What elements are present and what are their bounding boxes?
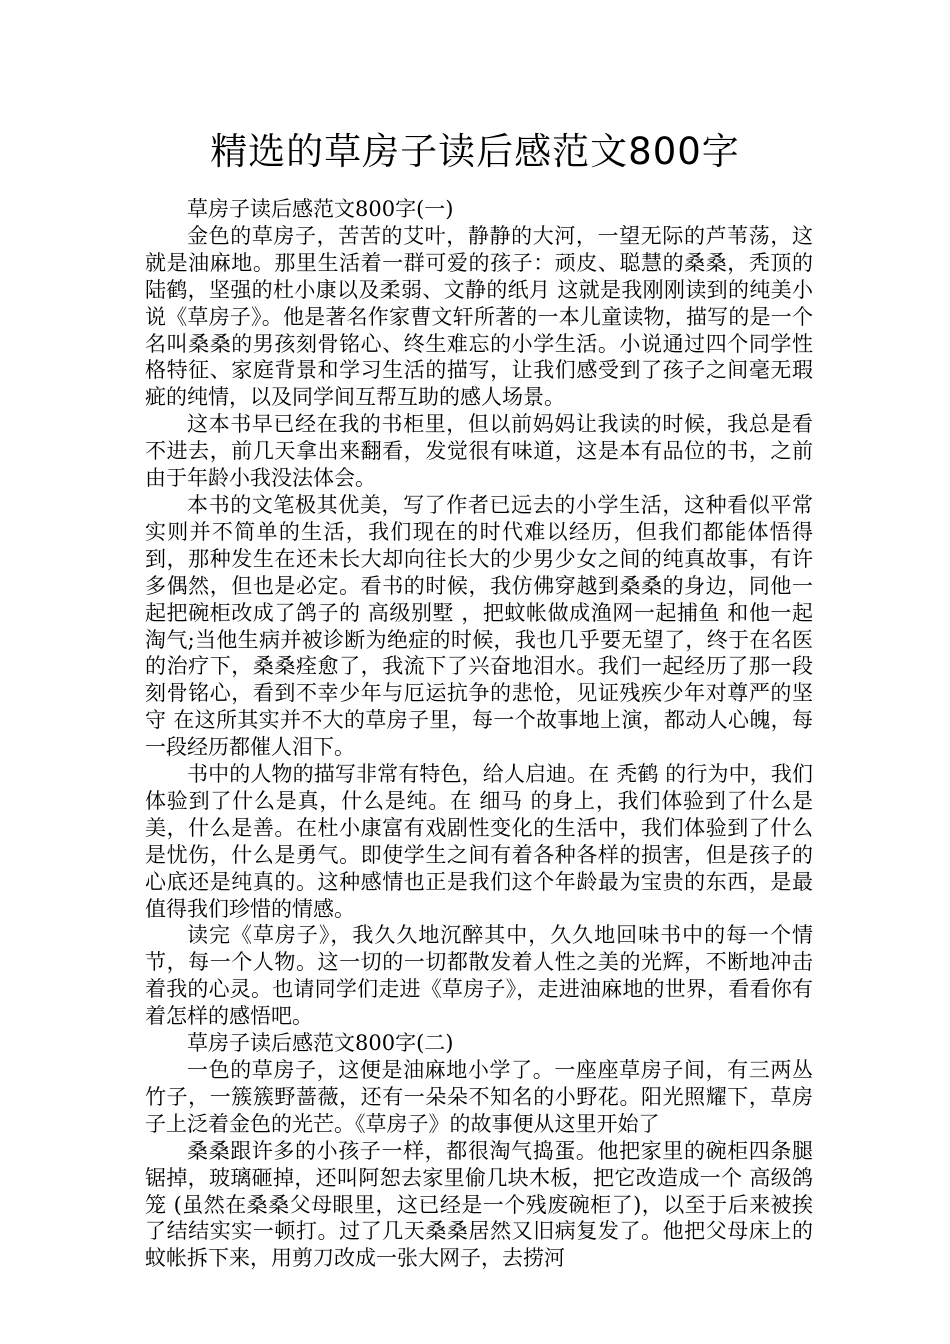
paragraph: 读完《草房子》，我久久地沉醉其中，久久地回味书中的每一个情节，每一个人物。这一切的一切都散发着人性之美的光辉，不断地冲击着我的心灵。也请同学们走进《草房子》，走进油麻地的世界，看看你有着怎样的感悟吧。 (145, 923, 813, 1029)
section-heading: 草房子读后感范文800字(一) (187, 197, 454, 221)
paragraph: 书中的人物的描写非常有特色，给人启迪。在 秃鹤 的行为中，我们体验到了什么是真，什么是纯。在 细马 的身上，我们体验到了什么是美，什么是善。在杜小康富有戏剧性变化的生活中，我们体验到了什么是忧伤，什么是勇气。即使学生之间有着各种各样的损害，但是孩子的心底还是纯真的。这种感情也正是我们这个年龄最为宝贵的东西，是最值得我们珍惜的情感。 (145, 762, 813, 921)
paragraph: 桑桑跟许多的小孩子一样，都很淘气捣蛋。他把家里的碗柜四条腿锯掉，玻璃砸掉，还叫阿恕去家里偷几块木板，把它改造成一个 高级鸽笼 (虽然在桑桑父母眼里，这已经是一个残废碗柜了)，以至于后来被挨了结结实实一顿打。过了几天桑桑居然又旧病复发了。他把父母床上的蚊帐拆下来，用剪刀改成一张大网子，去捞河 (145, 1138, 813, 1271)
paragraph: 这本书早已经在我的书柜里，但以前妈妈让我读的时候，我总是看不进去，前几天拿出来翻看，发觉很有味道，这是本有品位的书，之前由于年龄小我没法体会。 (145, 412, 813, 491)
document-body (145, 196, 813, 1272)
document-title: 精选的草房子读后感范文800字 (210, 130, 740, 173)
section-heading: 草房子读后感范文800字(二) (187, 1031, 454, 1056)
paragraph: 金色的草房子，苦苦的艾叶，静静的大河，一望无际的芦苇荡，这就是油麻地。那里生活着一群可爱的孩子：顽皮、聪慧的桑桑，秃顶的陆鹤，坚强的杜小康以及柔弱、文静的纸月 这就是我刚刚读到的纯美小说《草房子》。他是著名作家曹文轩所著的一本儿童读物，描写的是一个名叫桑桑的男孩刻骨铭心、终生难忘的小学生活。小说通过四个同学性格特征、家庭背景和学习生活的描写，让我们感受到了孩子之间毫无瑕疵的纯情，以及同学间互帮互助的感人场景。 (145, 223, 813, 410)
paragraph: 本书的文笔极其优美，写了作者已远去的小学生活，这种看似平常实则并不简单的生活，我们现在的时代难以经历，但我们都能体悟得到，那种发生在还未长大却向往长大的少男少女之间的纯真故事，有许多偶然，但也是必定。看书的时候，我仿佛穿越到桑桑的身边，同他一起把碗柜改成了鸽子的 高级别墅 ，把蚊帐做成渔网一起捕鱼 和他一起淘气;当他生病并被诊断为绝症的时候，我也几乎要无望了，终于在名医的治疗下，桑桑痊愈了，我流下了兴奋地泪水。我们一起经历了那一段刻骨铭心，看到不幸少年与厄运抗争的悲怆，见证残疾少年对尊严的坚守 在这所其实并不大的草房子里，每一个故事地上演，都动人心魄，每一段经历都催人泪下。 (145, 492, 813, 760)
paragraph: 一色的草房子，这便是油麻地小学了。一座座草房子间，有三两丛竹子，一簇簇野蔷薇，还有一朵朵不知名的小野花。阳光照耀下，草房子上泛着金色的光芒。《草房子》的故事便从这里开始了 (145, 1058, 813, 1136)
